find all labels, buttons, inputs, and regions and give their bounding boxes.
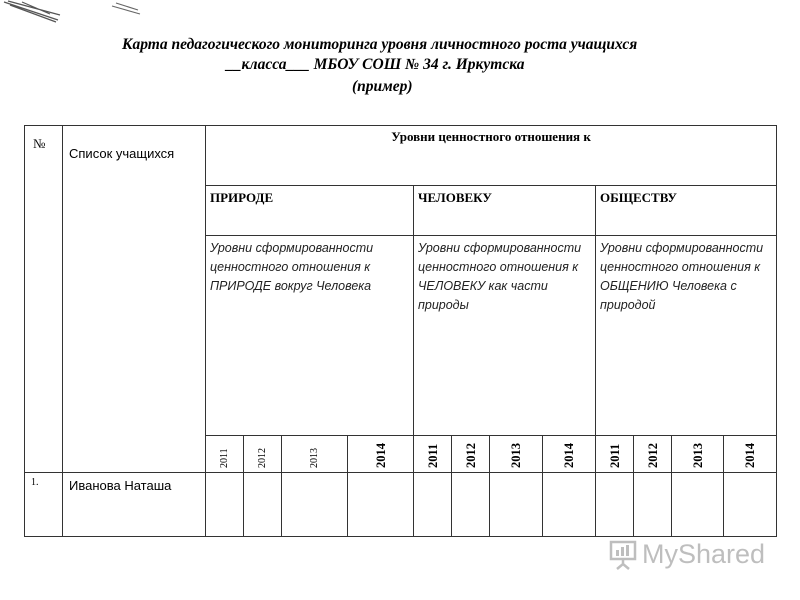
score-cell bbox=[672, 473, 724, 537]
score-cell bbox=[244, 473, 282, 537]
score-cell bbox=[348, 473, 414, 537]
score-cell bbox=[282, 473, 348, 537]
description-nature: Уровни сформированности ценностного отношения к ПРИРОДЕ вокруг Человека bbox=[206, 236, 414, 436]
year-cell: 2012 bbox=[634, 436, 672, 473]
score-cell bbox=[452, 473, 490, 537]
monitoring-table bbox=[24, 125, 777, 537]
category-society: ОБЩЕСТВУ bbox=[596, 186, 777, 236]
score-cell bbox=[596, 473, 634, 537]
column-header-number: № bbox=[25, 126, 63, 473]
header-example-note: (пример) bbox=[352, 78, 413, 95]
description-society: Уровни сформированности ценностного отношения к ОБЩЕНИЮ Человека с природой bbox=[596, 236, 777, 436]
column-header-students: Список учащихся bbox=[63, 126, 206, 473]
header-title: Карта педагогического мониторинга уровня личностного роста учащихся bbox=[122, 36, 638, 53]
watermark bbox=[608, 536, 768, 572]
year-cell: 2014 bbox=[348, 436, 414, 473]
score-cell bbox=[206, 473, 244, 537]
corner-scan-marks bbox=[0, 0, 160, 30]
score-cell bbox=[724, 473, 777, 537]
year-cell: 2014 bbox=[724, 436, 777, 473]
category-nature: ПРИРОДЕ bbox=[206, 186, 414, 236]
year-cell: 2011 bbox=[596, 436, 634, 473]
year-cell: 2013 bbox=[672, 436, 724, 473]
year-cell: 2011 bbox=[206, 436, 244, 473]
description-human: Уровни сформированности ценностного отношения к ЧЕЛОВЕКУ как части природы bbox=[414, 236, 596, 436]
student-name: Иванова Наташа bbox=[63, 473, 206, 537]
year-cell: 2012 bbox=[452, 436, 490, 473]
score-cell bbox=[414, 473, 452, 537]
column-header-levels: Уровни ценностного отношения к bbox=[206, 126, 777, 186]
score-cell bbox=[634, 473, 672, 537]
year-cell: 2013 bbox=[282, 436, 348, 473]
year-cell: 2011 bbox=[414, 436, 452, 473]
presentation-board-icon bbox=[608, 538, 638, 570]
header-class-line: __класса___ МБОУ СОШ № 34 г. Иркутска bbox=[226, 56, 525, 73]
watermark-text: MyShared bbox=[642, 538, 766, 569]
score-cell bbox=[490, 473, 543, 537]
category-human: ЧЕЛОВЕКУ bbox=[414, 186, 596, 236]
year-cell: 2014 bbox=[543, 436, 596, 473]
year-cell: 2013 bbox=[490, 436, 543, 473]
row-number: 1. bbox=[25, 473, 63, 537]
table-row bbox=[25, 473, 777, 537]
score-cell bbox=[543, 473, 596, 537]
year-cell: 2012 bbox=[244, 436, 282, 473]
